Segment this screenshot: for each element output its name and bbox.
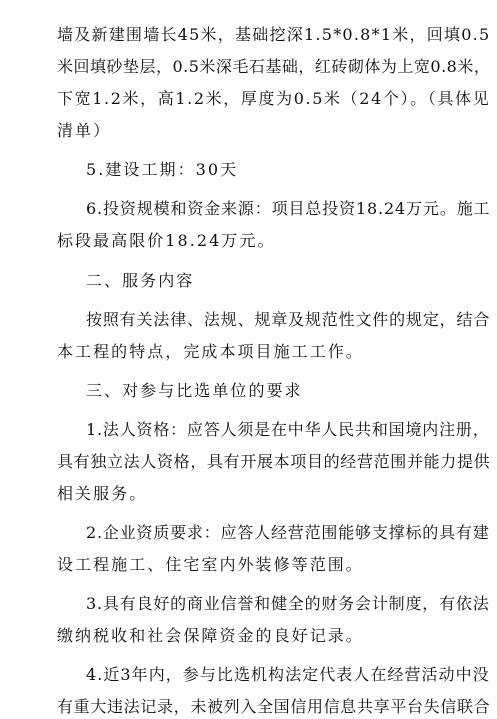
requirement-2-line-1: 2.企业资质要求：应答人经营范围能够支撑标的具有建 (86, 523, 490, 542)
investment-item-line-1: 6.投资规模和资金来源：项目总投资18.24万元。施工 (86, 199, 491, 218)
service-content-line-1: 按照有关法律、法规、规章及规范性文件的规定，结合 (86, 310, 491, 329)
section-heading-service-content: 二、服务内容 (86, 271, 195, 290)
requirement-3-line-1: 3.具有良好的商业信誉和健全的财务会计制度，有依法 (86, 594, 490, 613)
requirement-1-line-3: 相关服务。 (57, 484, 148, 503)
construction-period-item: 5.建设工期：30天 (86, 160, 239, 179)
paragraph-line-wall-specs-4: 清单） (57, 121, 112, 140)
service-content-line-2: 本工程的特点，完成本项目施工工作。 (57, 342, 364, 361)
section-heading-requirements: 三、对参与比选单位的要求 (86, 381, 303, 400)
requirement-1-line-1: 1.法人资格：应答人须是在中华人民共和国境内注册， (86, 420, 490, 439)
paragraph-line-wall-specs-3: 下宽1.2米，高1.2米，厚度为0.5米（24个）。（具体见 (57, 89, 491, 108)
requirement-4-line-2: 有重大违法记录，未被列入全国信用信息共享平台失信联合 (57, 697, 491, 716)
requirement-3-line-2: 缴纳税收和社会保障资金的良好记录。 (57, 626, 364, 645)
requirement-2-line-2: 设工程施工、住宅室内外装修等范围。 (57, 555, 364, 574)
requirement-1-line-2: 具有独立法人资格，具有开展本项目的经营范围并能力提供 (57, 452, 491, 471)
requirement-4-line-1: 4.近3年内，参与比选机构法定代表人在经营活动中没 (86, 665, 490, 684)
paragraph-line-wall-specs-1: 墙及新建围墙长45米，基础挖深1.5*0.8*1米，回填0.5 (57, 25, 491, 44)
paragraph-line-wall-specs-2: 米回填砂垫层，0.5米深毛石基础，红砖砌体为上宽0.8米， (57, 57, 491, 76)
investment-item-line-2: 标段最高限价18.24万元。 (57, 231, 276, 250)
